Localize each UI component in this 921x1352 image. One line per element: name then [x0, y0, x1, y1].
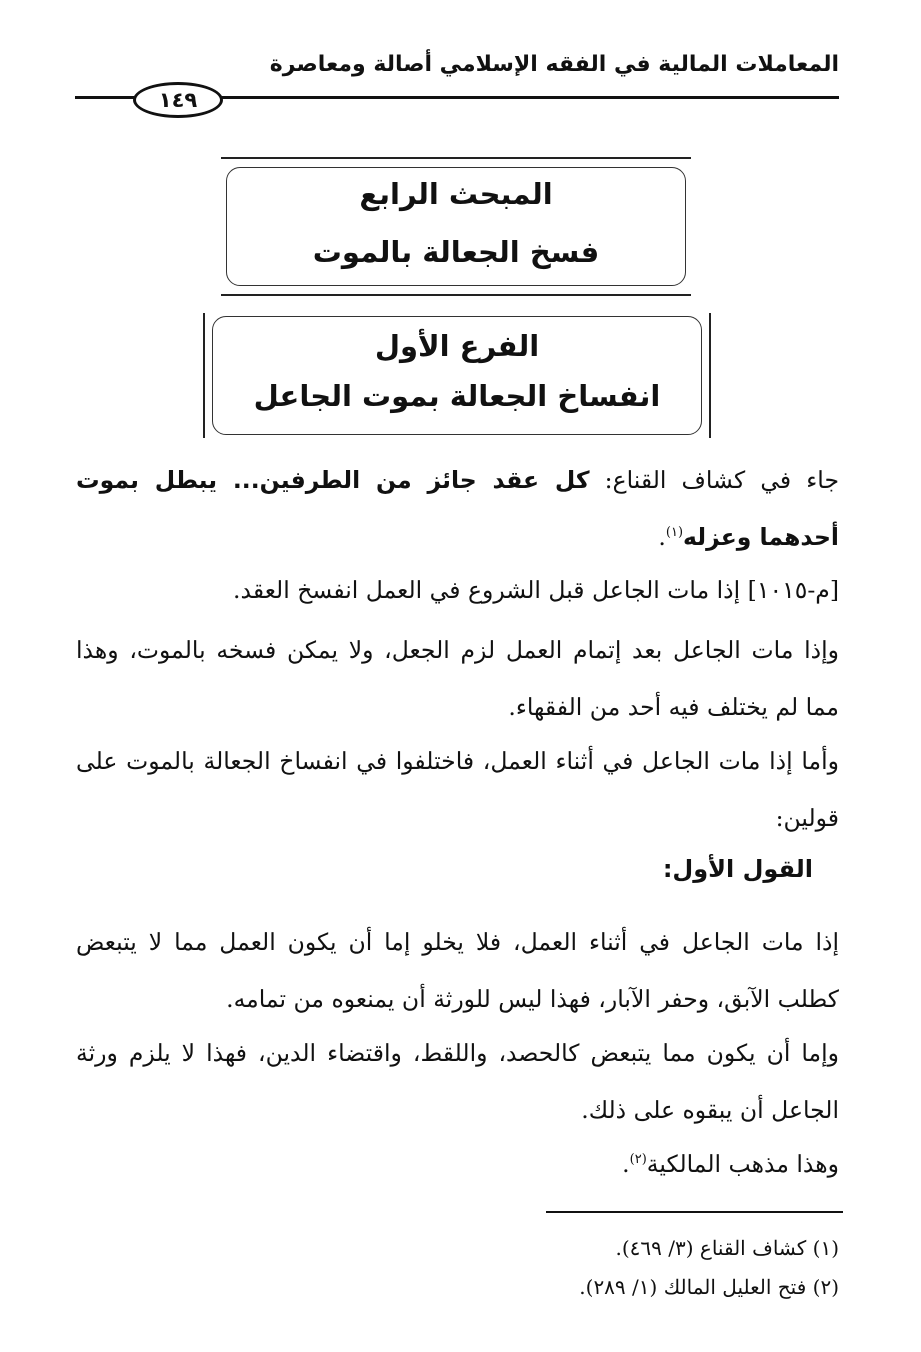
footnote-ref-2[interactable]: (٢) — [629, 1152, 647, 1168]
paragraph-7 — [76, 1136, 839, 1193]
paragraph-7-end: . — [622, 1150, 630, 1178]
paragraph-6: وإما أن يكون مما يتبعض كالحصد، واللقط، واقتضاء الدين، فهذا لا يلزم ورثة الجاعل أن يبقوه على ذلك. — [76, 1039, 839, 1124]
branch-title-box — [203, 313, 711, 438]
header-rule-left — [75, 96, 135, 99]
paragraph-1-end: . — [658, 523, 666, 551]
section-title-line2: فسخ الجعالة بالموت — [312, 235, 600, 269]
page-number: ١٤٩ — [133, 82, 223, 118]
section-title-line1: المبحث الرابع — [359, 177, 553, 211]
footnote-ref-1[interactable]: (١) — [665, 525, 684, 541]
paragraph-4: وأما إذا مات الجاعل في أثناء العمل، فاختلفوا في انفساخ الجعالة بالموت على قولين: — [76, 747, 839, 832]
paragraph-1-quote: كل عقد جائز من الطرفين... يبطل بموت أحدهما وعزله — [76, 466, 839, 551]
heading-first-opinion: القول الأول: — [662, 855, 813, 883]
footnote-2: (٢) فتح العليل المالك (١/ ٢٨٩). — [579, 1275, 839, 1299]
footnote-separator — [546, 1211, 843, 1213]
paragraph-3: وإذا مات الجاعل بعد إتمام العمل لزم الجعل، ولا يمكن فسخه بالموت، وهذا مما لم يختلف فيه أحد من الفقهاء. — [76, 636, 839, 721]
branch-title-line1: الفرع الأول — [374, 329, 540, 363]
paragraph-1-lead: جاء في كشاف القناع: — [589, 466, 839, 494]
paragraph-7-text: وهذا مذهب المالكية — [646, 1150, 839, 1178]
footnote-1: (١) كشاف القناع (٣/ ٤٦٩). — [615, 1236, 839, 1260]
section-title-box — [221, 157, 691, 296]
paragraph-5: إذا مات الجاعل في أثناء العمل، فلا يخلو إما أن يكون العمل مما لا يتبعض كطلب الآبق، وحفر الآبار، فهذا ليس للورثة أن يمنعوه من تمامه. — [76, 928, 839, 1013]
branch-title-line2: انفساخ الجعالة بموت الجاعل — [253, 379, 661, 413]
header-rule-right — [215, 96, 839, 99]
paragraph-1 — [76, 452, 839, 566]
paragraph-2: [م-١٠١٥] إذا مات الجاعل قبل الشروع في العمل انفسخ العقد. — [233, 576, 839, 604]
running-title: المعاملات المالية في الفقه الإسلامي أصالة ومعاصرة — [269, 52, 839, 77]
